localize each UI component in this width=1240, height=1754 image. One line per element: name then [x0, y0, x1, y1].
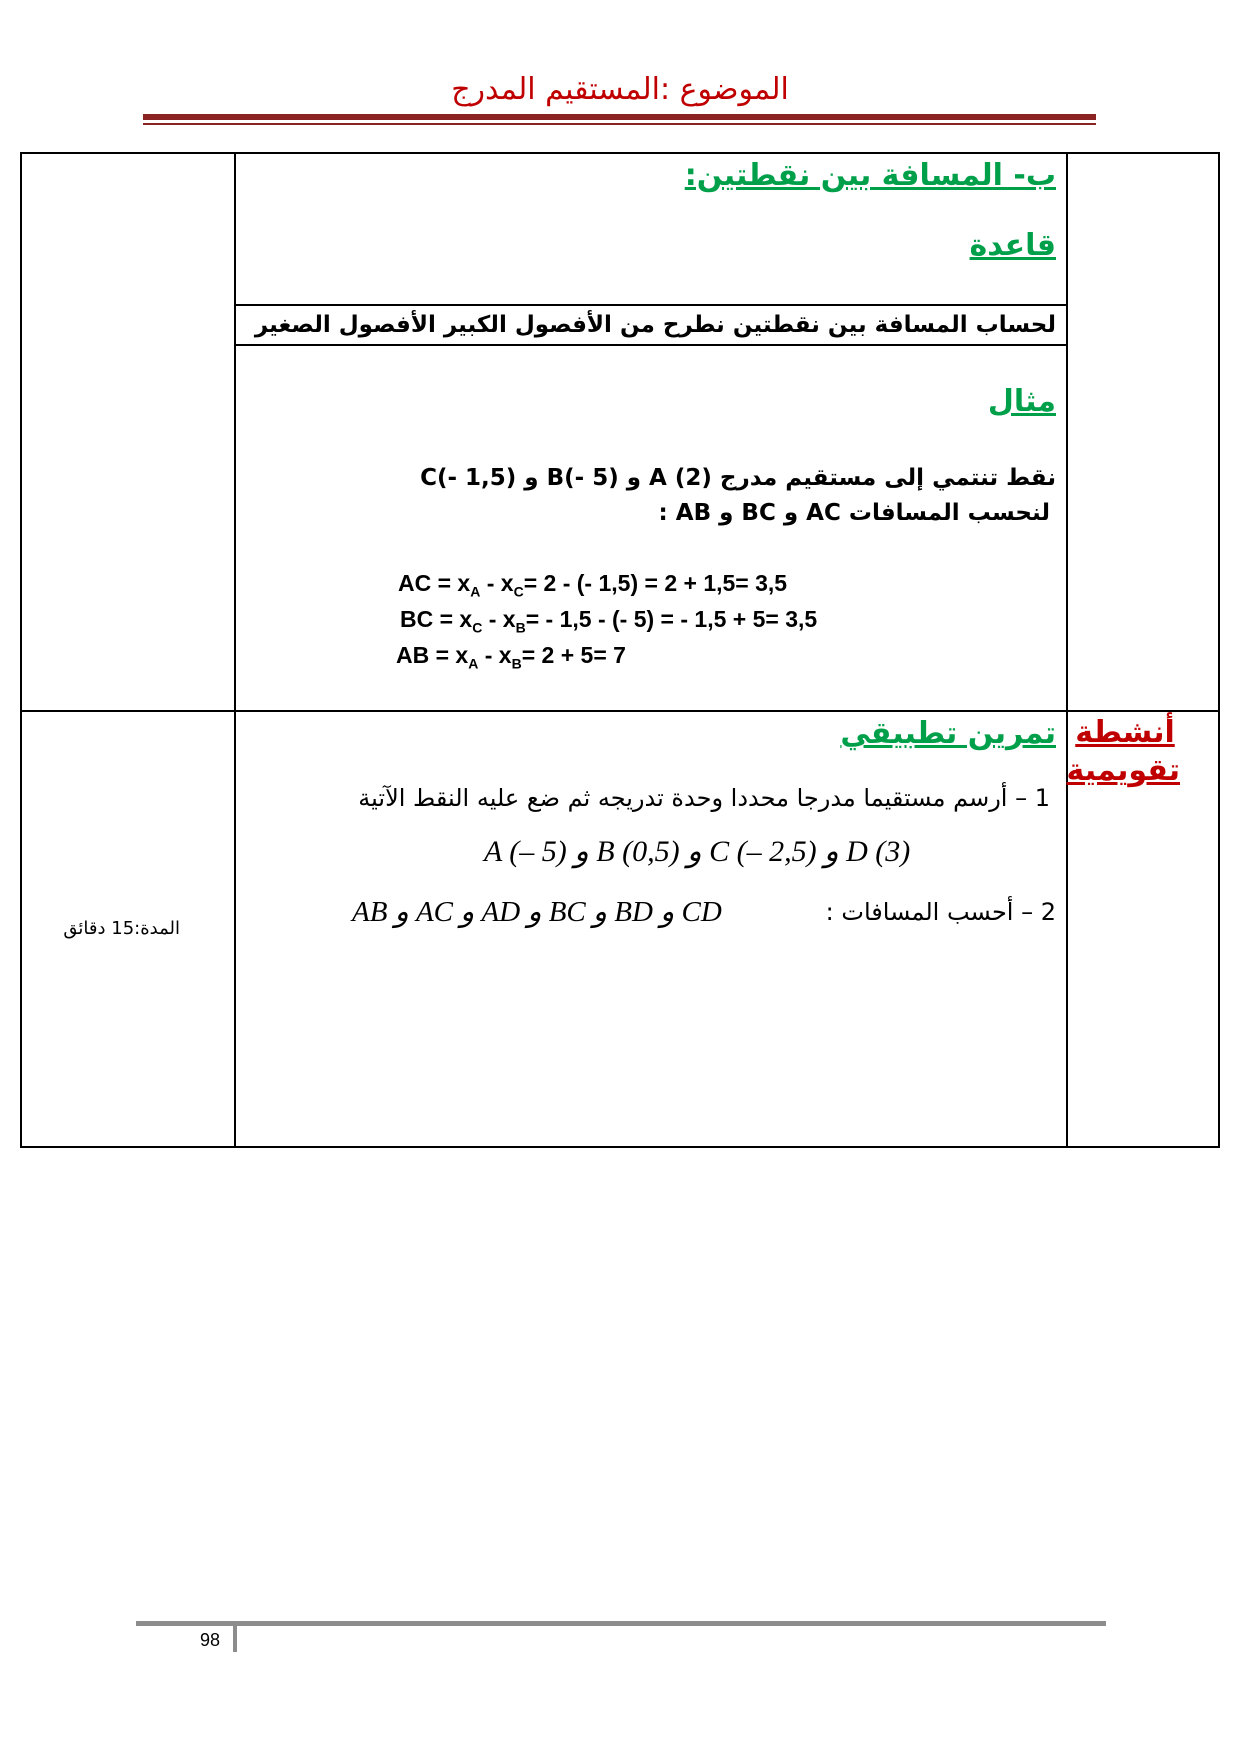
table-col-divider-right [1066, 152, 1068, 1148]
rule-heading: قاعدة [969, 228, 1056, 263]
page-header-title: الموضوع :المستقيم المدرج [451, 72, 789, 107]
activity-side-label: أنشطة تقويمية [1066, 715, 1180, 788]
calc-ac: AC = $x_A - x_C= 2$ - (- 1,5) = 2 + 1,5= 3,5 [398, 570, 788, 600]
exercise-question-2-math: AB و AC و AD و BC و BD و CD [352, 896, 722, 928]
footer-tick [233, 1626, 237, 1652]
exercise-question-1: 1 – أرسم مستقيما مدرجا محددا وحدة تدريجه ثم ضع عليه النقط الآتية [358, 784, 1050, 812]
section-b-title: ب- المسافة بين نقطتين: [684, 158, 1056, 193]
table-row-divider-2 [234, 344, 1068, 346]
calc-bc: BC = $x_C - x_B= - 1,5$ - (- 5) = - 1,5 + 5= 3,5 [400, 606, 818, 636]
example-line-2: لنحسب المسافات AC و BC و AB : [658, 500, 1050, 526]
table-col-divider-left [234, 152, 236, 1148]
header-rule-thick [143, 114, 1096, 120]
exercise-question-2-text: 2 – أحسب المسافات : [825, 898, 1056, 926]
table-row-divider-3 [20, 710, 1220, 712]
example-line-1: نقط تنتمي إلى مستقيم مدرج A (2) و B(- 5) و C(- 1,5) [420, 465, 1056, 491]
page-number: 98 [200, 1630, 221, 1650]
calc-ab: AB = $x_A - x_B= 2 + 5= 7$ [396, 642, 626, 672]
exercise-points: A (– 5) و B (0,5) و C (– 2,5) و D (3) [484, 835, 911, 868]
rule-text: لحساب المسافة بين نقطتين نطرح من الأفصول الكبير الأفصول الصغير [254, 312, 1056, 338]
example-heading: مثال [987, 384, 1056, 419]
table-row-divider-1 [234, 304, 1068, 306]
header-rule-thin [143, 123, 1096, 125]
duration-label: المدة:15 دقائق [63, 918, 180, 939]
exercise-heading: تمرين تطبيقي [840, 716, 1056, 751]
footer-rule [136, 1621, 1106, 1626]
